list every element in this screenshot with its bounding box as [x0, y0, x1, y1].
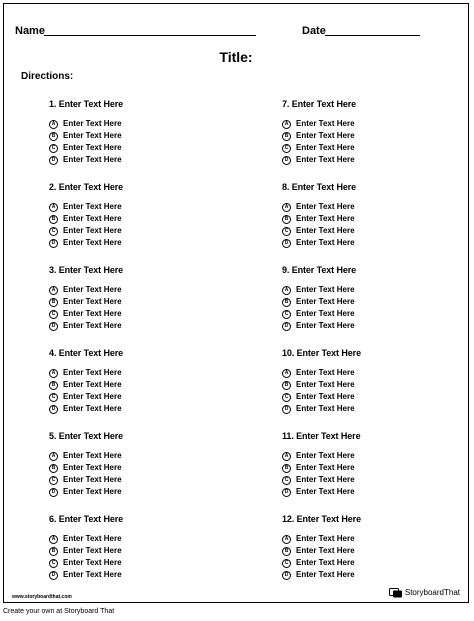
answer-option-text: Enter Text Here [296, 404, 355, 413]
answer-option-text: Enter Text Here [63, 155, 122, 164]
answer-option[interactable] [282, 533, 472, 545]
storyboardthat-logo [389, 588, 460, 598]
answer-bubble[interactable]: B [49, 132, 58, 141]
answer-option-text: Enter Text Here [296, 297, 355, 306]
answer-option[interactable] [282, 130, 472, 142]
answer-option[interactable] [282, 142, 472, 154]
answer-option[interactable] [282, 225, 472, 237]
answer-bubble[interactable]: A [282, 369, 291, 378]
answer-bubble[interactable]: A [49, 452, 58, 461]
answer-bubble[interactable]: A [49, 535, 58, 544]
question-text: 1. Enter Text Here [49, 99, 124, 109]
answer-bubble[interactable]: B [49, 464, 58, 473]
question-6 [49, 514, 239, 581]
answer-option[interactable] [49, 569, 239, 581]
answer-option[interactable] [49, 213, 239, 225]
answer-bubble[interactable]: C [49, 476, 58, 485]
question-5 [49, 431, 239, 498]
answer-bubble[interactable]: D [49, 405, 58, 414]
question-3 [49, 265, 239, 332]
answer-option[interactable] [49, 533, 239, 545]
answer-options [49, 201, 239, 249]
answer-option[interactable] [49, 118, 239, 130]
answer-option-text: Enter Text Here [63, 202, 122, 211]
answer-options [282, 450, 472, 498]
answer-bubble[interactable]: A [282, 286, 291, 295]
answer-option-text: Enter Text Here [296, 463, 355, 472]
answer-option[interactable] [282, 154, 472, 166]
answer-bubble[interactable]: A [282, 120, 291, 129]
answer-bubble[interactable]: D [282, 156, 291, 165]
answer-options [282, 118, 472, 166]
answer-bubble[interactable]: C [282, 227, 291, 236]
question-text: 12. Enter Text Here [282, 514, 361, 524]
answer-option-text: Enter Text Here [296, 131, 355, 140]
answer-options [282, 367, 472, 415]
answer-bubble[interactable]: D [49, 571, 58, 580]
answer-option-text: Enter Text Here [296, 570, 355, 579]
answer-bubble[interactable]: D [282, 239, 291, 248]
answer-option[interactable] [49, 486, 239, 498]
logo-text: StoryboardThat [404, 588, 460, 597]
answer-option[interactable] [49, 450, 239, 462]
question-2 [49, 182, 239, 249]
answer-option[interactable] [49, 130, 239, 142]
answer-option-text: Enter Text Here [296, 321, 355, 330]
answer-option[interactable] [49, 367, 239, 379]
answer-bubble[interactable]: B [282, 215, 291, 224]
answer-bubble[interactable]: C [49, 393, 58, 402]
answer-bubble[interactable]: A [49, 120, 58, 129]
answer-option[interactable] [282, 391, 472, 403]
question-text: 4. Enter Text Here [49, 348, 124, 358]
answer-option[interactable] [282, 486, 472, 498]
worksheet-title: Title: [219, 49, 253, 65]
answer-option-text: Enter Text Here [296, 238, 355, 247]
question-4 [49, 348, 239, 415]
answer-option[interactable] [282, 379, 472, 391]
answer-bubble[interactable]: D [282, 488, 291, 497]
question-1 [49, 99, 239, 166]
answer-bubble[interactable]: D [282, 571, 291, 580]
question-text: 8. Enter Text Here [282, 182, 357, 192]
answer-bubble[interactable]: B [282, 547, 291, 556]
answer-bubble[interactable]: D [282, 405, 291, 414]
answer-option-text: Enter Text Here [63, 487, 122, 496]
answer-bubble[interactable]: B [282, 381, 291, 390]
answer-option-text: Enter Text Here [296, 226, 355, 235]
answer-option[interactable] [49, 545, 239, 557]
answer-option-text: Enter Text Here [296, 309, 355, 318]
answer-option-text: Enter Text Here [296, 487, 355, 496]
answer-option[interactable] [49, 225, 239, 237]
answer-option-text: Enter Text Here [63, 534, 122, 543]
answer-bubble[interactable]: C [282, 310, 291, 319]
answer-option[interactable] [49, 284, 239, 296]
answer-bubble[interactable]: B [282, 464, 291, 473]
question-8 [282, 182, 472, 249]
answer-option[interactable] [282, 118, 472, 130]
answer-option-text: Enter Text Here [296, 368, 355, 377]
date-label: Date [302, 25, 326, 37]
answer-option[interactable] [282, 569, 472, 581]
answer-option[interactable] [49, 403, 239, 415]
question-text: 11. Enter Text Here [282, 431, 361, 441]
answer-option-text: Enter Text Here [63, 463, 122, 472]
answer-option-text: Enter Text Here [296, 546, 355, 555]
answer-option[interactable] [282, 462, 472, 474]
answer-bubble[interactable]: A [49, 203, 58, 212]
answer-option-text: Enter Text Here [63, 131, 122, 140]
answer-bubble[interactable]: D [49, 156, 58, 165]
question-text: 9. Enter Text Here [282, 265, 357, 275]
answer-option[interactable] [49, 462, 239, 474]
credit-text: Create your own at Storyboard That [3, 608, 115, 615]
answer-option[interactable] [282, 308, 472, 320]
answer-option[interactable] [49, 320, 239, 332]
answer-bubble[interactable]: A [49, 286, 58, 295]
answer-option[interactable] [49, 308, 239, 320]
answer-bubble[interactable]: A [282, 535, 291, 544]
storyboard-logo-icon [389, 588, 403, 598]
answer-option-text: Enter Text Here [296, 392, 355, 401]
answer-bubble[interactable]: B [49, 298, 58, 307]
answer-option-text: Enter Text Here [63, 214, 122, 223]
answer-options [49, 367, 239, 415]
answer-option-text: Enter Text Here [63, 404, 122, 413]
date-field-line [325, 35, 420, 36]
answer-option[interactable] [49, 557, 239, 569]
answer-option-text: Enter Text Here [63, 380, 122, 389]
answer-bubble[interactable]: C [49, 144, 58, 153]
answer-option-text: Enter Text Here [63, 226, 122, 235]
answer-bubble[interactable]: C [49, 559, 58, 568]
answer-option-text: Enter Text Here [63, 546, 122, 555]
answer-option[interactable] [282, 450, 472, 462]
answer-option[interactable] [282, 474, 472, 486]
answer-option[interactable] [282, 557, 472, 569]
question-9 [282, 265, 472, 332]
answer-option-text: Enter Text Here [296, 451, 355, 460]
answer-option[interactable] [49, 237, 239, 249]
question-text: 3. Enter Text Here [49, 265, 124, 275]
directions-label: Directions: [21, 71, 74, 82]
answer-bubble[interactable]: D [282, 322, 291, 331]
answer-option-text: Enter Text Here [63, 558, 122, 567]
answer-option[interactable] [282, 403, 472, 415]
answer-option[interactable] [49, 379, 239, 391]
answer-bubble[interactable]: B [282, 132, 291, 141]
answer-bubble[interactable]: B [282, 298, 291, 307]
answer-bubble[interactable]: B [49, 547, 58, 556]
name-field-line [44, 35, 256, 36]
answer-bubble[interactable]: C [49, 310, 58, 319]
answer-option[interactable] [282, 320, 472, 332]
answer-option-text: Enter Text Here [63, 368, 122, 377]
worksheet [3, 3, 469, 603]
answer-option[interactable] [49, 296, 239, 308]
answer-option[interactable] [49, 142, 239, 154]
question-text: 5. Enter Text Here [49, 431, 124, 441]
footer-website: www.storyboardthat.com [12, 594, 72, 600]
answer-bubble[interactable]: B [49, 381, 58, 390]
answer-options [282, 284, 472, 332]
answer-option-text: Enter Text Here [63, 570, 122, 579]
question-11 [282, 431, 472, 498]
answer-option[interactable] [282, 213, 472, 225]
answer-options [49, 533, 239, 581]
answer-option[interactable] [49, 474, 239, 486]
question-text: 2. Enter Text Here [49, 182, 124, 192]
answer-options [49, 118, 239, 166]
answer-option[interactable] [49, 201, 239, 213]
answer-option-text: Enter Text Here [63, 143, 122, 152]
answer-option[interactable] [282, 367, 472, 379]
question-text: 6. Enter Text Here [49, 514, 124, 524]
answer-option-text: Enter Text Here [63, 297, 122, 306]
answer-bubble[interactable]: D [49, 488, 58, 497]
answer-bubble[interactable]: A [49, 369, 58, 378]
answer-bubble[interactable]: A [282, 203, 291, 212]
answer-option[interactable] [282, 545, 472, 557]
answer-bubble[interactable]: A [282, 452, 291, 461]
answer-option-text: Enter Text Here [296, 143, 355, 152]
answer-option-text: Enter Text Here [63, 392, 122, 401]
answer-bubble[interactable]: B [49, 215, 58, 224]
answer-option-text: Enter Text Here [63, 119, 122, 128]
answer-option[interactable] [49, 154, 239, 166]
answer-option-text: Enter Text Here [296, 119, 355, 128]
answer-options [49, 450, 239, 498]
answer-option[interactable] [282, 237, 472, 249]
answer-options [282, 201, 472, 249]
name-label: Name [15, 25, 45, 37]
answer-bubble[interactable]: C [49, 227, 58, 236]
answer-option-text: Enter Text Here [296, 202, 355, 211]
answer-options [282, 533, 472, 581]
answer-option-text: Enter Text Here [63, 451, 122, 460]
answer-option-text: Enter Text Here [296, 475, 355, 484]
question-10 [282, 348, 472, 415]
answer-options [49, 284, 239, 332]
answer-option-text: Enter Text Here [296, 534, 355, 543]
question-7 [282, 99, 472, 166]
answer-option-text: Enter Text Here [296, 285, 355, 294]
answer-option-text: Enter Text Here [296, 380, 355, 389]
answer-bubble[interactable]: C [282, 559, 291, 568]
question-12 [282, 514, 472, 581]
answer-option[interactable] [49, 391, 239, 403]
answer-option-text: Enter Text Here [63, 321, 122, 330]
answer-option[interactable] [282, 201, 472, 213]
answer-option-text: Enter Text Here [296, 558, 355, 567]
answer-bubble[interactable]: D [49, 239, 58, 248]
answer-bubble[interactable]: D [49, 322, 58, 331]
answer-bubble[interactable]: C [282, 476, 291, 485]
answer-option[interactable] [282, 284, 472, 296]
answer-option[interactable] [282, 296, 472, 308]
answer-option-text: Enter Text Here [63, 285, 122, 294]
answer-option-text: Enter Text Here [296, 155, 355, 164]
question-text: 10. Enter Text Here [282, 348, 361, 358]
answer-option-text: Enter Text Here [63, 475, 122, 484]
answer-option-text: Enter Text Here [63, 309, 122, 318]
answer-option-text: Enter Text Here [296, 214, 355, 223]
question-text: 7. Enter Text Here [282, 99, 357, 109]
answer-bubble[interactable]: C [282, 393, 291, 402]
answer-bubble[interactable]: C [282, 144, 291, 153]
answer-option-text: Enter Text Here [63, 238, 122, 247]
